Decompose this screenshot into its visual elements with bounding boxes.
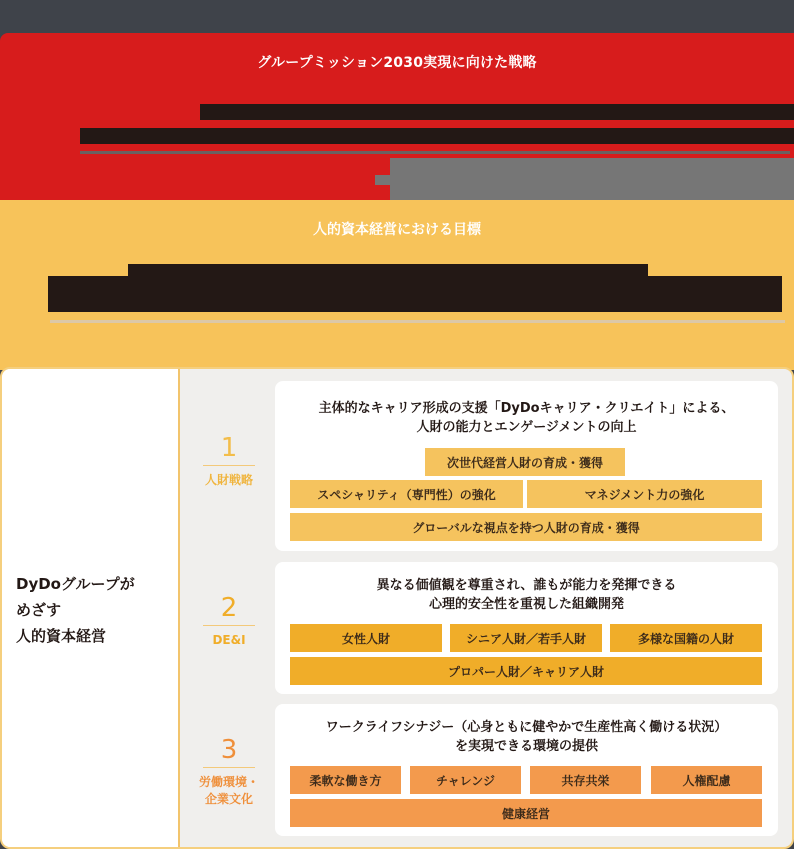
pillar-1-label: [192, 433, 266, 489]
redacted-arrow-tip: [375, 175, 395, 185]
pillar-rule: [203, 767, 255, 768]
chip: 柔軟な働き方: [290, 766, 401, 794]
pillar-rule: [203, 465, 255, 466]
divider-line: [80, 151, 790, 154]
pillar-3-label: [192, 735, 266, 808]
pillar-heading: 主体的なキャリア形成の支援「DyDoキャリア・クリエイト」による、 人財の能力とエンゲージメントの向上: [318, 401, 735, 435]
chip: グローバルな視点を持つ人財の育成・獲得: [290, 513, 762, 541]
pillar-name: 人財戦略: [204, 473, 253, 487]
redacted-text-bar: [80, 128, 794, 144]
human-capital-panel: [0, 367, 794, 849]
goal-title: 人的資本経営における目標: [313, 222, 481, 238]
chip: マネジメント力の強化: [527, 480, 762, 508]
pillar-heading: ワークライフシナジー（心身ともに健やかで生産性高く働ける状況） を実現できる環境の提供: [325, 720, 728, 754]
pillar-1-card: [275, 381, 778, 551]
chip: チャレンジ: [410, 766, 521, 794]
chip: プロパー人財／キャリア人財: [290, 657, 762, 685]
pillar-number: 2: [220, 593, 238, 623]
redacted-arrow-block: [390, 158, 794, 200]
redacted-text-bar: [200, 104, 794, 120]
pillar-name: DE&I: [212, 633, 246, 647]
pillar-heading: 異なる価値観を尊重され、誰もが能力を発揮できる 心理的安全性を重視した組織開発: [376, 578, 677, 612]
chip: 健康経営: [290, 799, 762, 827]
chip: 多様な国籍の人財: [610, 624, 762, 652]
pillar-3-card: [275, 704, 778, 836]
strategy-title: グループミッション2030実現に向けた戦略: [257, 55, 537, 71]
pillar-2-label: [192, 593, 266, 649]
chip: 次世代経営人財の育成・獲得: [425, 448, 625, 476]
chip: 共存共栄: [530, 766, 641, 794]
chip: 女性人財: [290, 624, 442, 652]
chip: スペシャリティ（専門性）の強化: [290, 480, 523, 508]
redacted-text-bar: [48, 276, 782, 312]
panel-left-title: DyDoグループが めざす 人的資本経営: [16, 575, 135, 645]
pillar-rule: [203, 625, 255, 626]
pillar-number: 3: [220, 735, 238, 765]
pillar-2-card: [275, 562, 778, 694]
pillar-name: 労働環境・ 企業文化: [198, 775, 259, 806]
chip: 人権配慮: [651, 766, 762, 794]
divider-line: [50, 320, 785, 323]
pillar-number: 1: [220, 433, 238, 463]
chip: シニア人財／若手人財: [450, 624, 602, 652]
